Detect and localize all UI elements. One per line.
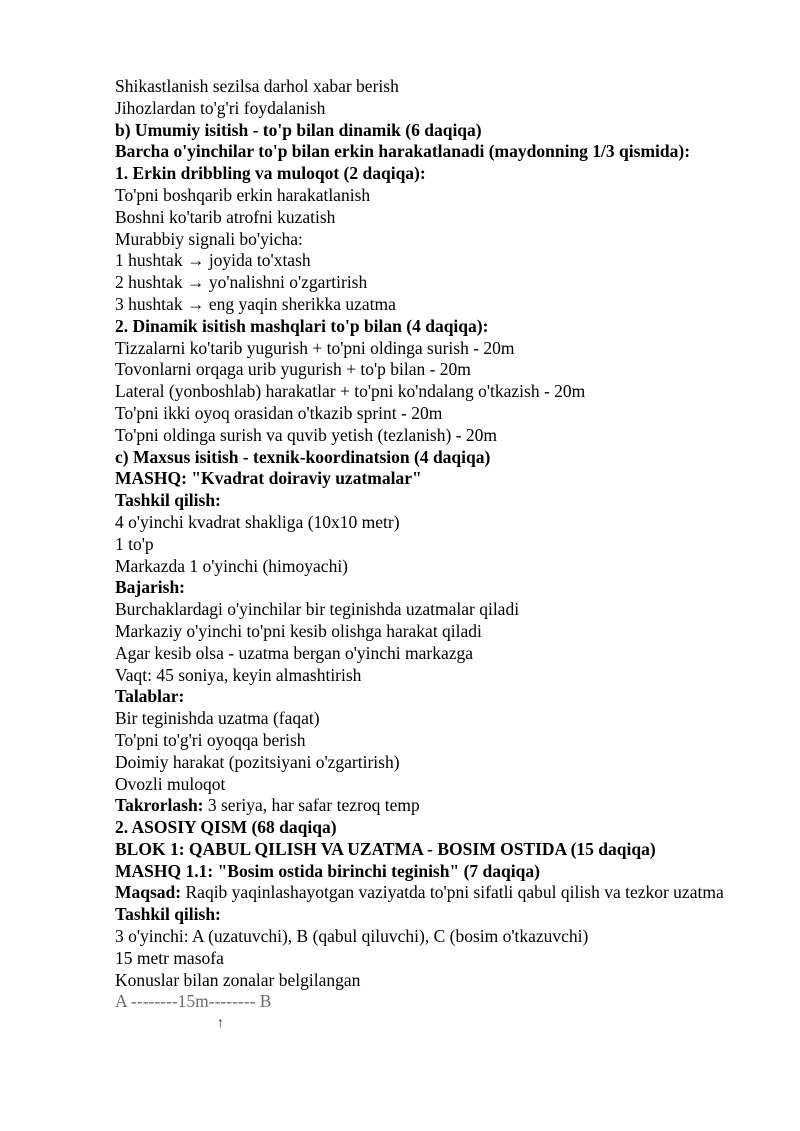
text-line: Murabbiy signali bo'yicha: [115, 228, 303, 249]
text-line: 3 o'yinchi: A (uzatuvchi), B (qabul qiluvchi), C (bosim o'tkazuvchi) [115, 926, 589, 947]
heading-line: Bajarish: [115, 577, 185, 598]
text-line: Agar kesib olsa - uzatma bergan o'yinchi markazga [115, 642, 474, 663]
heading-line: MASHQ: "Kvadrat doiraviy uzatmalar" [115, 468, 422, 489]
diagram-line: A --------15m-------- B [115, 991, 272, 1012]
text-line: Konuslar bilan zonalar belgilangan [115, 969, 361, 990]
inline-text: Raqib yaqinlashayotgan vaziyatda to'pni sifatli qabul qilish va tezkor uzatma [181, 882, 724, 903]
text-line: To'pni to'g'ri oyoqqa berish [115, 729, 306, 750]
heading-line: MASHQ 1.1: "Bosim ostida birinchi teginish" (7 daqiqa) [115, 860, 540, 881]
inline-label: Takrorlash: [115, 795, 204, 816]
heading-line: b) Umumiy isitish - to'p bilan dinamik (6 daqiqa) [115, 119, 482, 140]
text-line: 1 hushtak → joyida to'xtash [115, 250, 311, 271]
text-line: Markaziy o'yinchi to'pni kesib olishga harakat qiladi [115, 620, 482, 641]
heading-line: Barcha o'yinchilar to'p bilan erkin harakatlanadi (maydonning 1/3 qismida): [115, 141, 691, 162]
text-line: To'pni ikki oyoq orasidan o'tkazib sprint - 20m [115, 402, 443, 423]
inline-text: 3 seriya, har safar tezroq temp [203, 795, 420, 816]
text-line: Doimiy harakat (pozitsiyani o'zgartirish) [115, 751, 400, 772]
text-line: 15 metr masofa [115, 947, 224, 968]
text-line: Tizzalarni ko'tarib yugurish + to'pni oldinga surish - 20m [115, 337, 515, 358]
text-line: Ovozli muloqot [115, 773, 226, 794]
heading-line: 2. Dinamik isitish mashqlari to'p bilan (4 daqiqa): [115, 315, 489, 336]
document-page [115, 76, 735, 1035]
text-line: 3 hushtak → eng yaqin sherikka uzatma [115, 293, 396, 314]
heading-line: 2. ASOSIY QISM (68 daqiqa) [115, 817, 337, 838]
text-line: 4 o'yinchi kvadrat shakliga (10x10 metr) [115, 511, 400, 532]
text-line: To'pni boshqarib erkin harakatlanish [115, 184, 371, 205]
text-line [115, 795, 735, 817]
text-line: Lateral (yonboshlab) harakatlar + to'pni ko'ndalang o'tkazish - 20m [115, 381, 586, 402]
heading-line: Talablar: [115, 686, 185, 707]
text-line: Bir teginishda uzatma (faqat) [115, 708, 320, 729]
heading-line: Tashkil qilish: [115, 904, 221, 925]
text-line [115, 882, 735, 904]
heading-line: c) Maxsus isitish - texnik-koordinatsion (4 daqiqa) [115, 446, 491, 467]
heading-line: Tashkil qilish: [115, 490, 221, 511]
heading-line: 1. Erkin dribbling va muloqot (2 daqiqa): [115, 163, 426, 184]
text-line: Boshni ko'tarib atrofni kuzatish [115, 206, 336, 227]
text-line: 1 to'p [115, 533, 154, 554]
arrow-up-icon: ↑ [217, 1016, 224, 1032]
text-line: Jihozlardan to'g'ri foydalanish [115, 97, 326, 118]
text-line: Shikastlanish sezilsa darhol xabar berish [115, 76, 399, 96]
text-line: Burchaklardagi o'yinchilar bir teginishda uzatmalar qiladi [115, 599, 520, 620]
text-line: Markazda 1 o'yinchi (himoyachi) [115, 555, 349, 576]
text-line: Vaqt: 45 soniya, keyin almashtirish [115, 664, 362, 685]
heading-line: BLOK 1: QABUL QILISH VA UZATMA - BOSIM OSTIDA (15 daqiqa) [115, 838, 656, 859]
text-line: Tovonlarni orqaga urib yugurish + to'p bilan - 20m [115, 359, 471, 380]
text-line: 2 hushtak → yo'nalishni o'zgartirish [115, 272, 368, 293]
text-line: To'pni oldinga surish va quvib yetish (tezlanish) - 20m [115, 424, 498, 445]
inline-label: Maqsad: [115, 882, 182, 903]
